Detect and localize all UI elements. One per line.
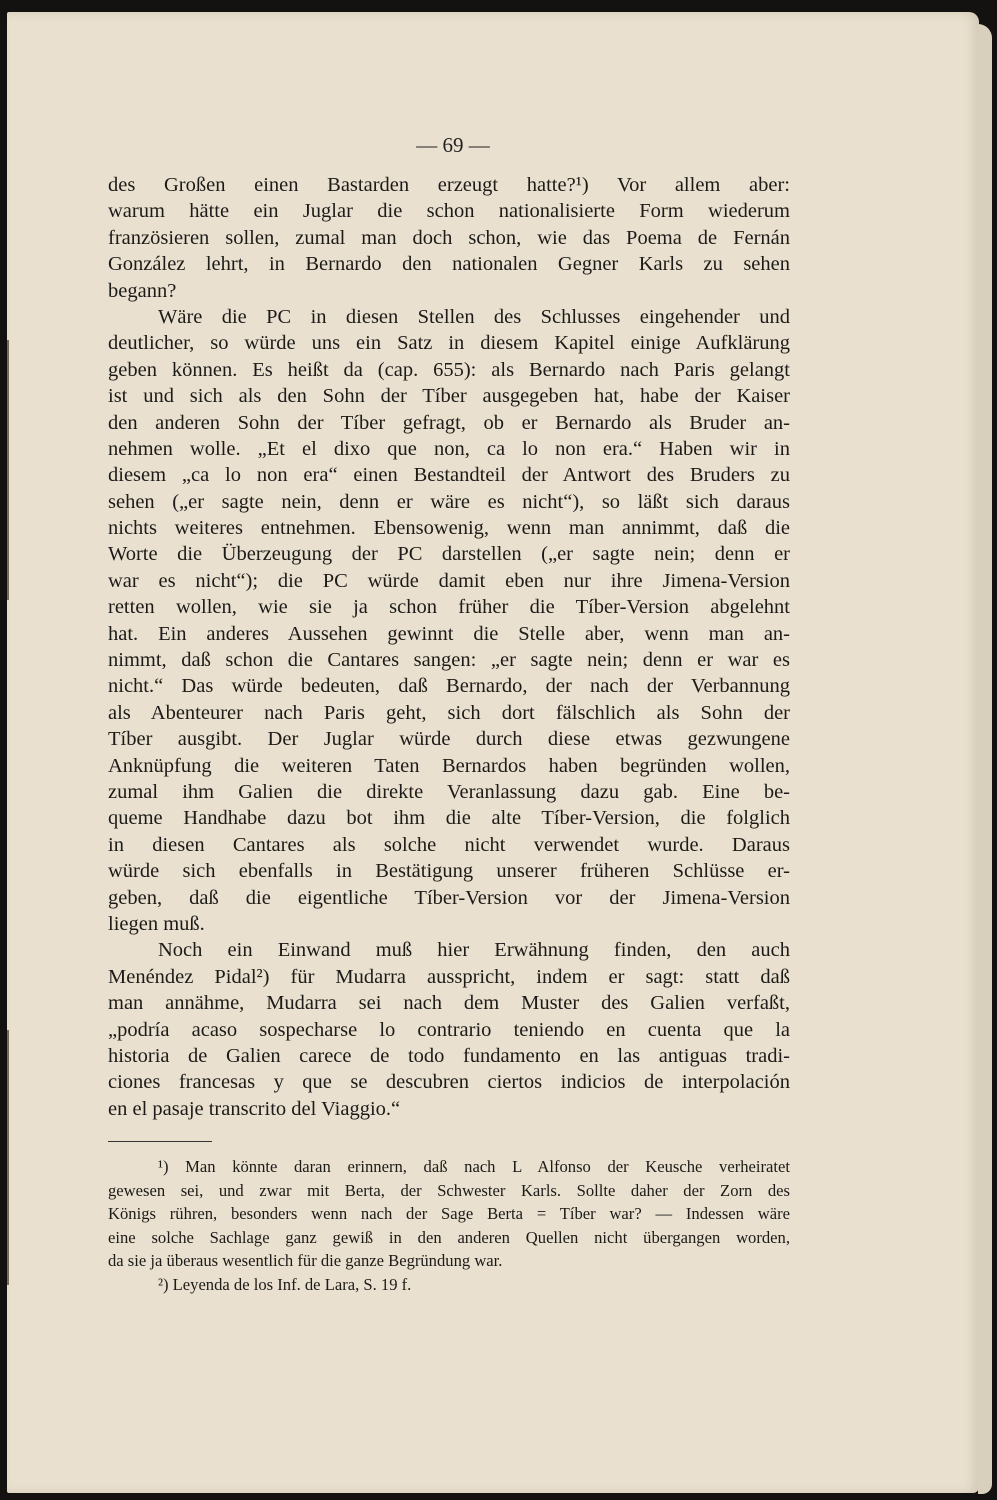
text-line: diesem „ca lo non era“ einen Bestandteil der Antwort des Bruders zu <box>108 464 790 487</box>
footnote-line: ²) Leyenda de los Inf. de Lara, S. 19 f. <box>158 1274 412 1294</box>
text-line: geben, daß die eigentliche Tíber-Version vor der Jimena-Version <box>108 886 790 909</box>
text-line: retten wollen, wie sie ja schon früher die Tíber-Version abgelehnt <box>108 596 790 619</box>
footnote-line: eine solche Sachlage ganz gewiß in den anderen Quellen nicht übergangen worden, <box>108 1227 790 1247</box>
binding-mark <box>7 1030 19 1285</box>
text-line: queme Handhabe dazu bot ihm die alte Tíber-Version, die folglich <box>108 807 790 830</box>
text-line: warum hätte ein Juglar die schon nationalisierte Form wiederum <box>108 200 790 223</box>
text-line: nichts weiteres entnehmen. Ebensowenig, wenn man annimmt, daß die <box>108 517 790 540</box>
binding-mark <box>7 340 19 600</box>
text-line: sehen („er sagte nein, denn er wäre es nicht“), so läßt sich daraus <box>108 490 790 513</box>
page-edge <box>978 24 992 1494</box>
footnote-line: Königs rühren, besonders wenn nach der Sage Berta = Tíber war? — Indessen wäre <box>108 1204 790 1223</box>
text-line: en el pasaje transcrito del Viaggio.“ <box>108 1097 401 1120</box>
footnote-line: gewesen sei, und zwar mit Berta, der Schwester Karls. Sollte daher der Zorn des <box>108 1180 790 1200</box>
text-line: man annähme, Mudarra sei nach dem Muster des Galien verfaßt, <box>108 992 790 1015</box>
footnotes <box>108 1155 790 1296</box>
text-line: des Großen einen Bastarden erzeugt hatte?¹) Vor allem aber: <box>108 174 790 196</box>
text-line: geben können. Es heißt da (cap. 655): als Bernardo nach Paris gelangt <box>108 358 790 381</box>
text-line: nimmt, daß schon die Cantares sangen: „er sagte nein; denn er war es <box>108 649 790 672</box>
text-line: historia de Galien carece de todo fundamento en las antiguas tradi- <box>108 1044 790 1067</box>
text-line: französieren sollen, zumal man doch schon, wie das Poema de Fernán <box>108 226 790 249</box>
footnote-line: ¹) Man könnte daran erinnern, daß nach L Alfonso der Keusche verheiratet <box>158 1157 790 1176</box>
text-line: Anknüpfung die weiteren Taten Bernardos haben begründen wollen, <box>108 754 790 777</box>
footnote-line: da sie ja überaus wesentlich für die ganze Begründung war. <box>108 1251 503 1270</box>
text-line: zumal ihm Galien die direkte Veranlassung dazu gab. Eine be- <box>108 780 790 803</box>
text-line: als Abenteurer nach Paris geht, sich dort fälschlich als Sohn der <box>108 701 790 724</box>
text-line: nehmen wolle. „Et el dixo que non, ca lo non era.“ Haben wir in <box>108 437 790 460</box>
main-text <box>108 172 790 1122</box>
paragraph-start: Wäre die PC in diesen Stellen des Schlusses eingehender und <box>158 305 790 328</box>
page-number: — 69 — <box>416 133 490 157</box>
footnote-rule <box>108 1141 212 1142</box>
text-line: „podría acaso sospecharse lo contrario teniendo en cuenta que la <box>108 1018 790 1041</box>
text-line: ciones francesas y que se descubren ciertos indicios de interpolación <box>108 1071 790 1094</box>
text-line: deutlicher, so würde uns ein Satz in diesem Kapitel einige Aufklärung <box>108 332 790 355</box>
text-line: begann? <box>108 279 177 302</box>
text-line: war es nicht“); die PC würde damit eben nur ihre Jimena-Version <box>108 569 790 592</box>
text-line: in diesen Cantares als solche nicht verwendet wurde. Daraus <box>108 833 790 856</box>
text-line: Tíber ausgibt. Der Juglar würde durch diese etwas gezwungene <box>108 728 790 751</box>
text-line: den anderen Sohn der Tíber gefragt, ob er Bernardo als Bruder an- <box>108 411 790 434</box>
text-line: Menéndez Pidal²) für Mudarra ausspricht, indem er sagt: statt daß <box>108 965 790 988</box>
text-line: ist und sich als den Sohn der Tíber ausgegeben hat, habe der Kaiser <box>108 385 790 408</box>
text-line: González lehrt, in Bernardo den nationalen Gegner Karls zu sehen <box>108 253 790 276</box>
text-line: liegen muß. <box>108 912 205 935</box>
paragraph-start: Noch ein Einwand muß hier Erwähnung finden, den auch <box>158 939 790 962</box>
text-line: hat. Ein anderes Aussehen gewinnt die Stelle aber, wenn man an- <box>108 622 790 645</box>
text-line: nicht.“ Das würde bedeuten, daß Bernardo, der nach der Verbannung <box>108 675 790 698</box>
text-line: würde sich ebenfalls in Bestätigung unserer früheren Schlüsse er- <box>108 860 790 883</box>
text-line: Worte die Überzeugung der PC darstellen („er sagte nein; denn er <box>108 543 790 566</box>
